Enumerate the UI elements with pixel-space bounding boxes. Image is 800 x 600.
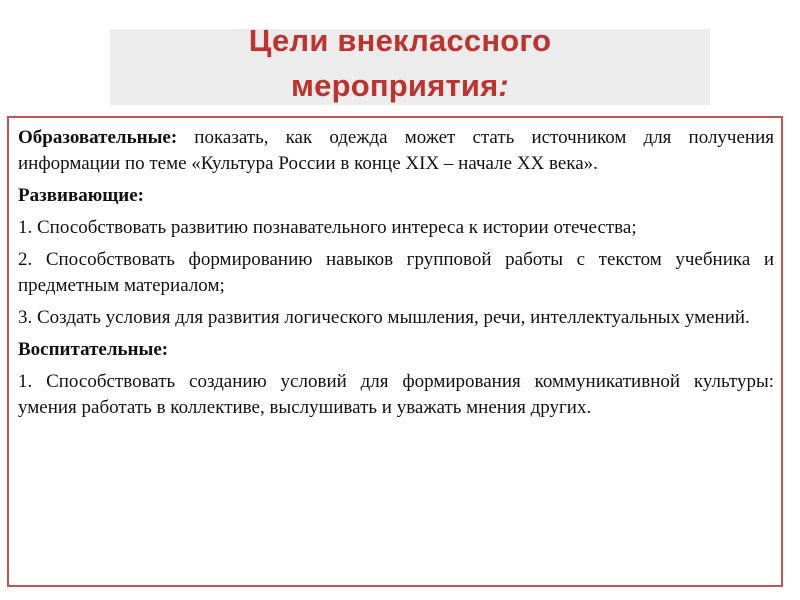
title-line-2: мероприятия: [291, 68, 499, 103]
developmental-item-1: 1. Способствовать развитию познавательного интереса к истории отечества;: [18, 217, 637, 238]
upbringing-item-1: 1. Способствовать созданию условий для формирования коммуникативной культуры: умения работать в коллективе, выслушивать и уважать мнения других.: [18, 371, 774, 418]
slide-title: [0, 18, 800, 108]
developmental-heading: Развивающие:: [18, 185, 144, 206]
developmental-item-2: 2. Способствовать формированию навыков групповой работы с текстом учебника и предметным материалом;: [18, 249, 774, 296]
educational-label: Образовательные:: [18, 127, 178, 148]
title-line-1: Цели внеклассного: [248, 23, 552, 58]
educational-goal: [18, 125, 774, 177]
developmental-item-3: 3. Создать условия для развития логического мышления, речи, интеллектуальных умений.: [18, 307, 750, 328]
title-colon: :: [498, 68, 509, 103]
upbringing-heading: Воспитательные:: [18, 339, 169, 360]
educational-text: показать, как одежда может стать источником для получения информации по теме «Культура России в конце XIX – начале XX века».: [18, 127, 774, 174]
goals-box: [7, 116, 783, 587]
